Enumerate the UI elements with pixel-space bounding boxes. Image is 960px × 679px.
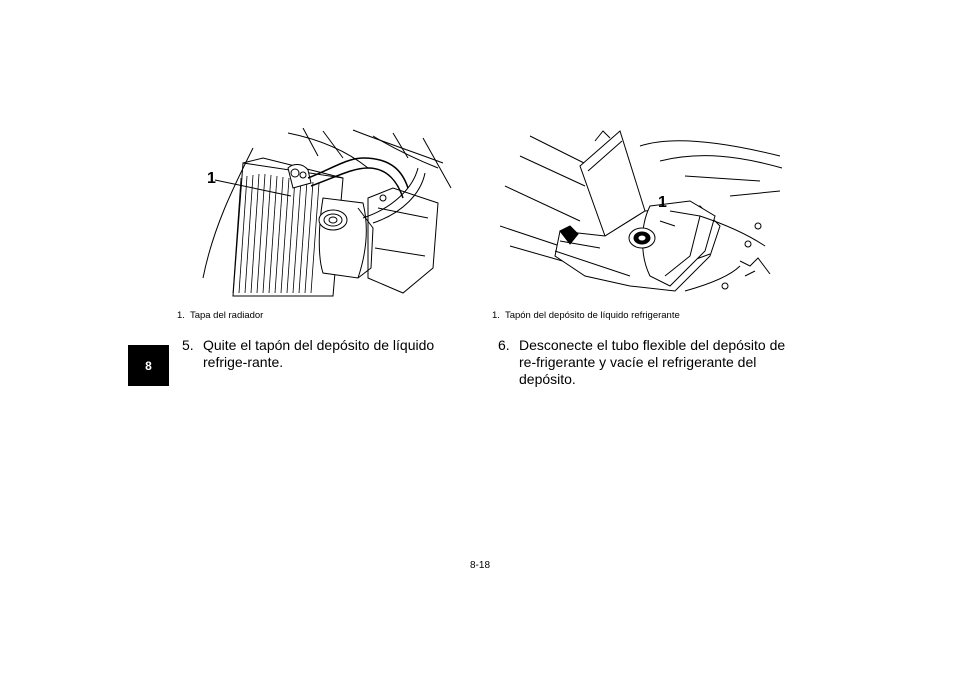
instruction-step-5 bbox=[182, 337, 472, 371]
step-text: Quite el tapón del depósito de líquido refrige-rante. bbox=[203, 337, 435, 370]
radiator-cap-illustration bbox=[193, 128, 458, 300]
figure-callout-number: 1 bbox=[658, 194, 667, 211]
caption-number: 1. bbox=[492, 310, 500, 321]
figure-callout-number: 1 bbox=[207, 170, 216, 187]
caption-text: Tapa del radiador bbox=[189, 310, 264, 321]
step-number: 6. bbox=[498, 337, 510, 353]
instruction-step-6 bbox=[498, 337, 798, 388]
page-number: 8-18 bbox=[469, 560, 490, 571]
figure-caption-reservoir-cap bbox=[492, 310, 680, 321]
step-text: Desconecte el tubo flexible del depósito de re-frigerante y vacíe el refrigerante del depósito. bbox=[519, 337, 786, 387]
coolant-reservoir-illustration bbox=[500, 126, 785, 300]
chapter-number: 8 bbox=[145, 358, 152, 373]
figure-caption-radiator-cap bbox=[177, 310, 263, 321]
caption-number: 1. bbox=[177, 310, 185, 321]
chapter-tab bbox=[128, 345, 169, 386]
caption-text: Tapón del depósito de líquido refrigerante bbox=[504, 310, 680, 321]
step-number: 5. bbox=[182, 337, 194, 353]
